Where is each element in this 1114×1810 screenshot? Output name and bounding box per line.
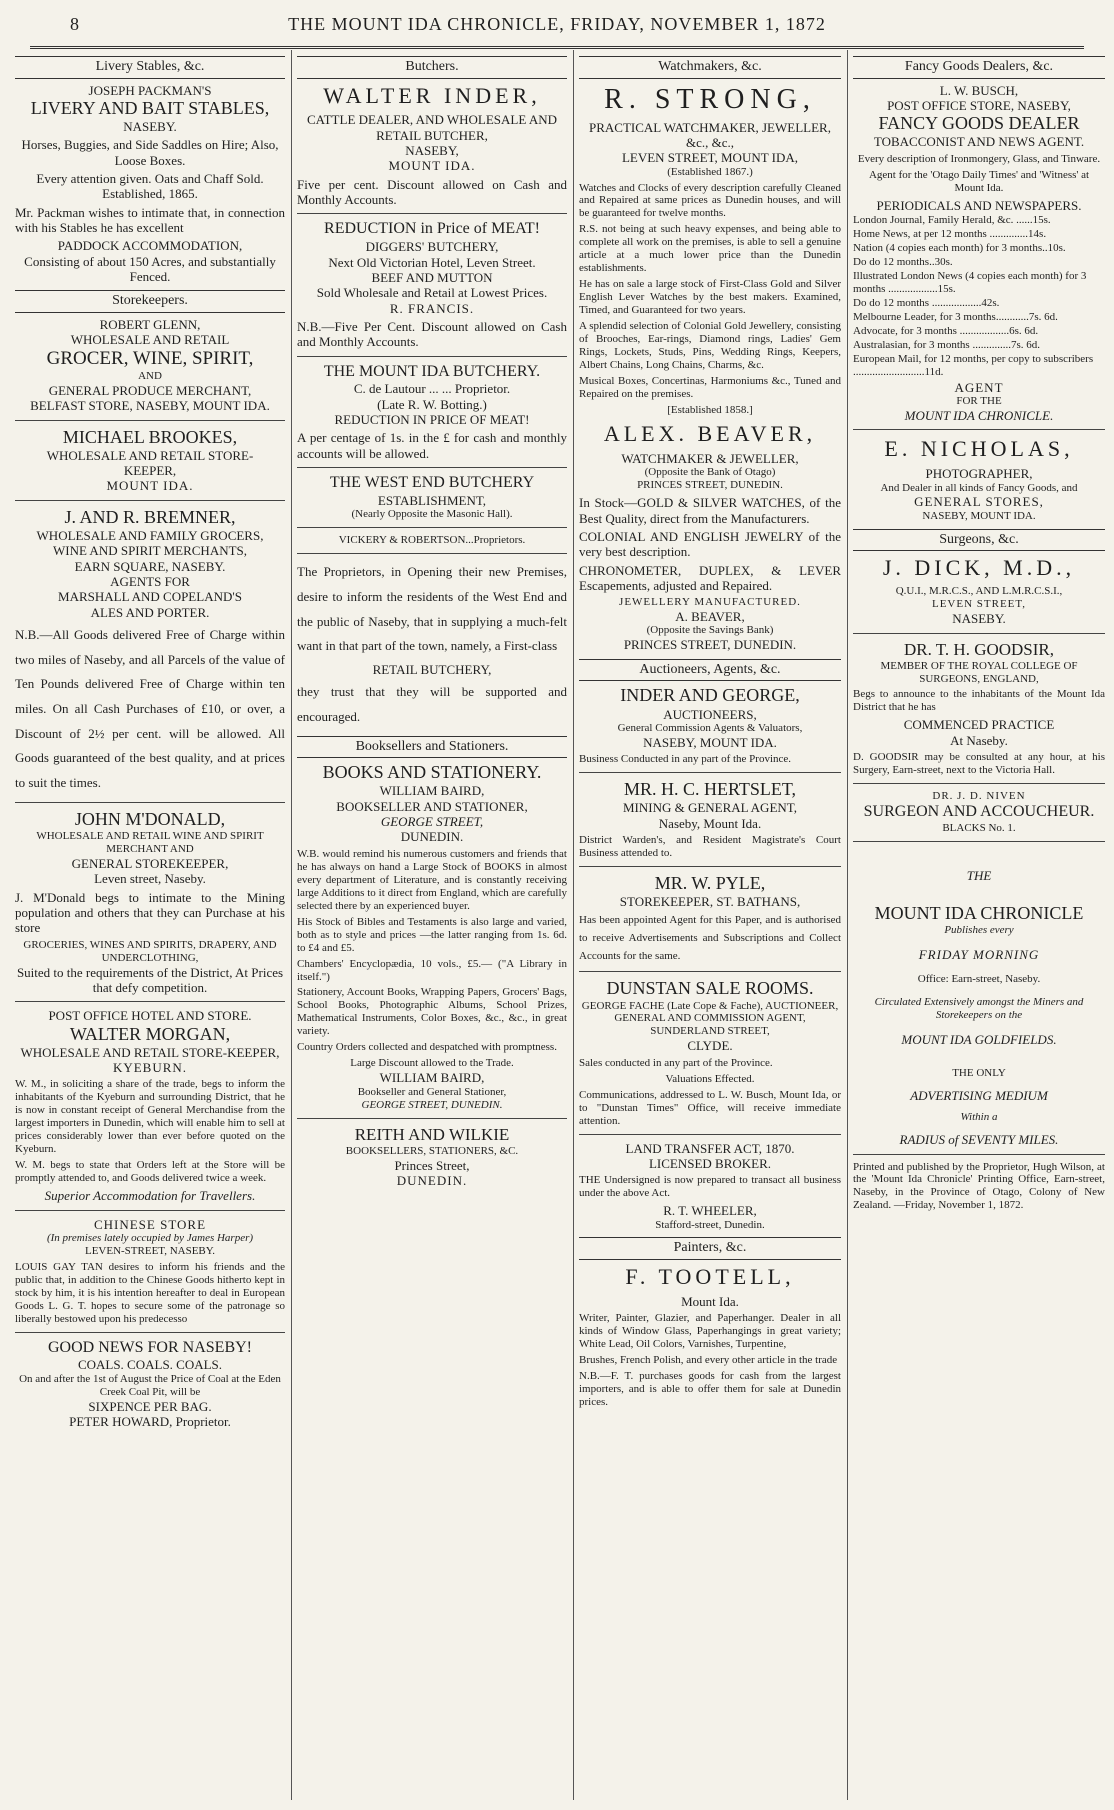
ad-busch-fancy: FANCY GOODS DEALER <box>878 113 1080 134</box>
ad-text: COALS. COALS. COALS. <box>77 1357 223 1373</box>
ad-text: MOUNT IDA CHRONICLE. <box>904 407 1054 423</box>
ad-glenn-name: ROBERT GLENN, <box>99 316 201 332</box>
promo-text: RADIUS of SEVENTY MILES. <box>899 1132 1059 1148</box>
ad-text: AGENT <box>954 379 1004 395</box>
ad-text: Consisting of about 150 Acres, and substantially Fenced. <box>24 253 276 285</box>
ad-text: W. M. begs to state that Orders left at the Store will be promptly attended to, and Goods delivered twice a week. <box>15 1159 285 1185</box>
page-title: THE MOUNT IDA CHRONICLE, FRIDAY, NOVEMBER 1, 1872 <box>288 14 826 34</box>
ad-text: MARSHALL AND COPELAND'S <box>58 589 242 605</box>
ad-text: Suited to the requirements of the District, At Prices that defy competition. <box>16 964 284 995</box>
section-title: Butchers. <box>297 56 567 79</box>
ad-inder-george: INDER AND GEORGE, <box>620 685 800 706</box>
ad-text: Every description of Ironmongery, Glass, and Tinware. <box>857 152 1101 165</box>
section-title: Booksellers and Stationers. <box>297 736 567 759</box>
ad-text: PRINCES STREET, DUNEDIN. <box>623 637 797 653</box>
ad-books-title: BOOKS AND STATIONERY. <box>322 762 542 783</box>
divider <box>853 841 1105 842</box>
price-row: Melbourne Leader, for 3 months............7s. 6d. <box>853 310 1058 323</box>
ad-text: On and after the 1st of August the Price of Coal at the Eden Creek Coal Pit, will be <box>19 1372 281 1398</box>
ad-text: Agent for the 'Otago Daily Times' and 'Witness' at Mount Ida. <box>868 168 1090 194</box>
ad-text: REDUCTION IN PRICE OF MEAT! <box>334 412 530 428</box>
ad-text: CATTLE DEALER, AND WHOLESALE AND RETAIL BUTCHER, <box>307 112 557 143</box>
divider <box>853 783 1105 784</box>
ad-text: KYEBURN. <box>112 1060 188 1076</box>
ad-text: Large Discount allowed to the Trade. <box>350 1057 514 1070</box>
ad-text: LICENSED BROKER. <box>648 1155 772 1171</box>
section-title: Auctioneers, Agents, &c. <box>579 659 841 682</box>
ad-text: Mr. Packman wishes to intimate that, in connection with his Stables he has excellent <box>15 204 285 236</box>
price-row: Illustrated London News (4 copies each month) for 3 months ..................15s. <box>853 269 1087 295</box>
divider <box>579 971 841 972</box>
ad-text: WINE AND SPIRIT MERCHANTS, <box>52 543 248 559</box>
columns <box>15 50 1105 1800</box>
ad-text: WHOLESALE AND RETAIL WINE AND SPIRIT MERCHANT AND <box>36 830 264 855</box>
ad-text: PRINCES STREET, DUNEDIN. <box>637 479 783 492</box>
ad-text: MOUNT IDA. <box>106 478 194 494</box>
section-title: Painters, &c. <box>579 1237 841 1260</box>
ad-text: POST OFFICE HOTEL AND STORE. <box>48 1008 252 1024</box>
divider <box>853 633 1105 634</box>
divider <box>15 1332 285 1333</box>
ad-text: PRACTICAL WATCHMAKER, JEWELLER, &c., &c., <box>589 119 831 150</box>
ad-strong-name: R. STRONG, <box>604 83 816 115</box>
ad-text: POST OFFICE STORE, NASEBY, <box>887 97 1071 113</box>
price-row: London Journal, Family Herald, &c. ......15s. <box>853 213 1051 226</box>
ad-packman-business: LIVERY AND BAIT STABLES, <box>30 97 270 118</box>
ad-text: SIXPENCE PER BAG. <box>88 1398 212 1414</box>
ad-text: AND <box>138 369 162 382</box>
ad-text: Sales conducted in any part of the Province. <box>579 1056 773 1069</box>
ad-text: DUNEDIN. <box>396 1172 468 1188</box>
ad-hertslet: MR. H. C. HERTSLET, <box>623 779 797 800</box>
ad-text: R. T. WHEELER, <box>663 1203 757 1219</box>
ad-text: W.B. would remind his numerous customers and friends that he has always on hand a Large Stock of BOOKS in almost every department of Literature, and is constantly receiving large Additions to it direct from England, which are carefully selected there by an experienced buyer. <box>297 847 567 912</box>
ad-text: MEMBER OF THE ROYAL COLLEGE OF SURGEONS, ENGLAND, <box>880 659 1078 685</box>
ad-text: LOUIS GAY TAN desires to inform his friends and the public that, in addition to the Chinese Goods hitherto kept in stock by him, it is his intention hereafter to deal in European Goods L. G. T. hopes to secure some of the patronage so liberally bestowed upon his predecesso <box>15 1260 285 1325</box>
promo-text: MOUNT IDA GOLDFIELDS. <box>901 1031 1057 1047</box>
ad-text: COMMENCED PRACTICE <box>903 717 1055 733</box>
divider <box>15 500 285 501</box>
ad-text: Q.U.I., M.R.C.S., AND L.M.R.C.S.I., <box>895 585 1063 598</box>
ad-pyle: MR. W. PYLE, <box>654 872 766 893</box>
ad-text: BLACKS No. 1. <box>942 821 1016 834</box>
ad-text: N.B.—All Goods delivered Free of Charge within two miles of Naseby, and all Parcels of the value of Ten Pounds delivered Free of Charge within ten miles. On all Cash Purchases of £10, or over, a Discount of 2½ per cent. will be allowed. All Goods guaranteed of the best quality, and at prices to suit the times. <box>15 626 285 791</box>
ad-text: W. M., in soliciting a share of the trade, begs to inform the inhabitants of the Kyeburn and surrounding District, that he is now in constant receipt of General Merchandise from the largest importers in Dunedin, which will enable him to sell at prices considerably lower than ever before quoted on the Kyeburn. <box>15 1078 285 1156</box>
ad-text: Business Conducted in any part of the Province. <box>579 753 792 766</box>
ad-text: JEWELLERY MANUFACTURED. <box>619 596 801 609</box>
ad-text: LAND TRANSFER ACT, 1870. <box>625 1140 795 1156</box>
ad-text: Musical Boxes, Concertinas, Harmoniums &c., Tuned and Repaired on the premises. <box>579 375 841 401</box>
ad-text: WHOLESALE AND RETAIL STORE- <box>46 447 254 463</box>
column-4 <box>853 50 1105 1800</box>
price-row: Do do 12 months..30s. <box>853 255 953 268</box>
ad-text: A. BEAVER, <box>675 609 745 625</box>
divider <box>579 866 841 867</box>
column-3 <box>579 50 841 1800</box>
ad-text: RETAIL BUTCHERY, <box>372 662 492 678</box>
ad-text: Valuations Effected. <box>665 1072 755 1085</box>
ad-packman-place: NASEBY. <box>123 119 177 135</box>
price-row: Do do 12 months ..................42s. <box>853 296 1000 309</box>
ad-text: Superior Accommodation for Travellers. <box>44 1188 256 1204</box>
section-title: Surgeons, &c. <box>853 529 1105 552</box>
ad-text: General Commission Agents & Valuators, <box>617 721 803 734</box>
promo-text: THE ONLY <box>952 1066 1006 1079</box>
ad-nicholas: E. NICHOLAS, <box>884 436 1074 462</box>
promo-text: Within a <box>960 1111 998 1124</box>
divider <box>853 429 1105 430</box>
ad-text: Writer, Painter, Glazier, and Paperhanger. Dealer in all kinds of Window Glass, Paperhangings in great variety; White Lead, Oil Colors, Varnishes, Turpentine, <box>579 1312 841 1351</box>
promo-paper: MOUNT IDA CHRONICLE <box>874 903 1084 924</box>
ad-text: TOBACCONIST AND NEWS AGENT. <box>873 134 1085 150</box>
ad-text: Princes Street, <box>394 1157 470 1173</box>
section-title: Fancy Goods Dealers, &c. <box>853 56 1105 79</box>
ad-text: [Established 1858.] <box>667 404 753 416</box>
ad-goodsir: DR. T. H. GOODSIR, <box>903 639 1055 659</box>
ad-text: (In premises lately occupied by James Harper) <box>46 1231 254 1244</box>
ad-text: NASEBY. <box>952 611 1006 627</box>
promo-text: FRIDAY MORNING <box>918 947 1040 963</box>
ad-packman-name: JOSEPH PACKMAN'S <box>88 82 212 98</box>
ad-text: SUNDERLAND STREET, <box>650 1025 770 1038</box>
ad-text: KEEPER, <box>123 463 177 479</box>
ad-text: LEVEN STREET, MOUNT IDA, <box>621 150 799 166</box>
ad-text: Chambers' Encyclopædia, 10 vols., £5.— ("A Library in itself.") <box>297 957 567 983</box>
ad-text: Naseby, Mount Ida. <box>658 815 762 831</box>
ad-text: Horses, Buggies, and Side Saddles on Hire; Also, Loose Boxes. <box>21 137 279 168</box>
divider <box>297 527 567 528</box>
section-title: Livery Stables, &c. <box>15 56 285 79</box>
ad-text: GENERAL AND COMMISSION AGENT, <box>614 1012 806 1025</box>
divider <box>15 802 285 803</box>
divider <box>15 420 285 421</box>
ad-text: they trust that they will be supported and encouraged. <box>297 684 567 725</box>
ad-text: WHOLESALE AND FAMILY GROCERS, <box>36 528 264 544</box>
promo-text: ADVERTISING MEDIUM <box>910 1087 1048 1103</box>
imprint: Printed and published by the Proprietor, Hugh Wilson, at the 'Mount Ida Chronicle' Printing Office, Earn-street, Naseby, in the Province of Otago, Colony of New Zealand. —Friday, November 1, 1872. <box>853 1160 1105 1212</box>
ad-text: GROCERIES, WINES AND SPIRITS, DRAPERY, AND UNDERCLOTHING, <box>23 938 277 964</box>
price-row: Advocate, for 3 months ..................6s. 6d. <box>853 324 1039 337</box>
ad-text: BOOKSELLER AND STATIONER, <box>336 798 528 814</box>
price-row: Australasian, for 3 months ..............7s. 6d. <box>853 338 1040 351</box>
ad-text: DUNEDIN. <box>400 829 464 845</box>
promo-the: THE <box>966 867 992 883</box>
ad-text: Sold Wholesale and Retail at Lowest Prices. <box>316 285 548 301</box>
ad-text: MINING & GENERAL AGENT, <box>622 800 798 816</box>
ad-glenn-big: GROCER, WINE, SPIRIT, <box>46 347 254 369</box>
ad-text: GENERAL PRODUCE MERCHANT, <box>48 382 252 398</box>
ad-text: FOR THE <box>956 394 1002 407</box>
ad-text: At Naseby. <box>950 732 1008 748</box>
ad-text: R.S. not being at such heavy expenses, and being able to complete all work on the premises, is able to sell a genuine article at a much lower price than the Dunedin establishments. <box>579 223 841 275</box>
ad-text: CHINESE STORE <box>93 1216 207 1232</box>
ad-text: NASEBY, <box>405 143 459 159</box>
divider <box>579 1134 841 1135</box>
ad-text: DIGGERS' BUTCHERY, <box>365 239 499 255</box>
ad-text: The Proprietors, in Opening their new Premises, desire to inform the residents of the West End and the public of Naseby, that in supplying a much-felt want in that part of the town, namely, a First-class <box>297 564 567 654</box>
ad-text: J. M'Donald begs to intimate to the Mining population and others that they can Purchase at his store <box>15 889 285 936</box>
divider <box>853 1154 1105 1155</box>
divider <box>297 213 567 214</box>
price-row: Home News, at per 12 months ..............14s. <box>853 227 1047 240</box>
ad-text: Bookseller and General Stationer, <box>357 1085 507 1098</box>
divider <box>297 553 567 554</box>
ad-bremner-name: J. AND R. BREMNER, <box>64 506 236 527</box>
divider <box>297 356 567 357</box>
promo-text: Office: Earn-street, Naseby. <box>917 972 1041 985</box>
ad-brookes-name: MICHAEL BROOKES, <box>62 426 238 447</box>
ad-text: Next Old Victorian Hotel, Leven Street. <box>328 254 536 270</box>
promo-text: Circulated Extensively amongst the Miners and Storekeepers on the <box>874 995 1084 1021</box>
ad-text: WATCHMAKER & JEWELLER, <box>621 450 799 466</box>
masthead <box>30 10 1084 49</box>
ad-text: L. W. BUSCH, <box>939 82 1019 98</box>
ad-text: Stafford-street, Dunedin. <box>655 1218 765 1231</box>
ad-text: DR. J. D. NIVEN <box>932 790 1026 803</box>
ad-text: EARN SQUARE, NASEBY. <box>74 558 226 574</box>
ad-text: CLYDE. <box>687 1038 733 1054</box>
column-1 <box>15 50 285 1800</box>
ad-text: WHOLESALE AND RETAIL <box>70 332 230 348</box>
ad-text: (Late R. W. Botting.) <box>377 396 487 412</box>
ad-inder-name: WALTER INDER, <box>323 82 541 108</box>
ad-text: Brushes, French Polish, and every other article in the trade <box>579 1354 838 1367</box>
ad-text: AUCTIONEERS, <box>663 706 757 722</box>
ad-text: GENERAL STOREKEEPER, <box>71 855 229 871</box>
ad-text: C. de Lautour ... ... Proprietor. <box>353 381 511 397</box>
column-divider <box>291 50 292 1800</box>
ad-text: BELFAST STORE, NASEBY, MOUNT IDA. <box>30 398 270 414</box>
divider <box>15 1210 285 1211</box>
ad-text: THE Undersigned is now prepared to transact all business under the above Act. <box>579 1174 841 1200</box>
ad-text: A per centage of 1s. in the £ for cash and monthly accounts will be allowed. <box>297 430 567 461</box>
ad-westend-title: THE WEST END BUTCHERY <box>329 474 535 492</box>
column-2 <box>297 50 567 1800</box>
ad-niven-type: SURGEON AND ACCOUCHEUR. <box>863 802 1095 820</box>
page-number: 8 <box>70 14 79 34</box>
ad-text: (Opposite the Bank of Otago) <box>644 466 776 479</box>
ad-text: BOOKSELLERS, STATIONERS, &C. <box>345 1144 519 1157</box>
ad-text: Stationery, Account Books, Wrapping Papers, Grocers' Bags, School Books, Photographic Albums, School Prizes, Mathematical Instruments, Color Boxes, &c., &c., in great variety. <box>297 986 567 1038</box>
ad-text: GEORGE STREET, <box>380 814 484 830</box>
ad-reduction-title: REDUCTION in Price of MEAT! <box>324 220 540 238</box>
ad-text: MOUNT IDA. <box>388 158 476 174</box>
ad-text: LEVEN-STREET, NASEBY. <box>84 1244 216 1257</box>
price-row: Nation (4 copies each month) for 3 months..10s. <box>853 241 1066 254</box>
ad-mcdonald-name: JOHN M'DONALD, <box>74 808 226 829</box>
divider <box>297 467 567 468</box>
promo-text: Publishes every <box>944 924 1014 937</box>
ad-text: (Nearly Opposite the Masonic Hall). <box>351 508 513 521</box>
ad-text: WILLIAM BAIRD, <box>379 783 485 799</box>
ad-text: His Stock of Bibles and Testaments is also large and varied, both as to style and prices —the latter ranging from 1s. 6d. to £4 and £5. <box>297 915 567 954</box>
ad-text: Begs to announce to the inhabitants of the Mount Ida District that he has <box>853 688 1105 714</box>
ad-text: WHOLESALE AND RETAIL STORE-KEEPER, <box>20 1044 280 1060</box>
ad-text: PETER HOWARD, Proprietor. <box>69 1414 231 1430</box>
ad-text: Five per cent. Discount allowed on Cash and Monthly Accounts. <box>297 176 567 208</box>
ad-text: PHOTOGRAPHER, <box>925 466 1033 482</box>
price-list <box>853 214 1105 379</box>
ad-tootell: F. TOOTELL, <box>625 1263 795 1289</box>
ad-text: (Established 1867.) <box>667 165 753 178</box>
ad-morgan-name: WALTER MORGAN, <box>69 1023 231 1044</box>
ad-text: Mount Ida. <box>681 1293 739 1309</box>
ad-text: (Opposite the Savings Bank) <box>646 624 774 637</box>
ad-text: N.B.—F. T. purchases goods for cash from the largest importers, and is able to offer them for sale at Dunedin prices. <box>579 1370 841 1409</box>
ad-text: He has on sale a large stock of First-Class Gold and Silver English Lever Watches by the best makers. Examined, Timed, and Guaranteed for two years. <box>579 278 841 317</box>
ad-text: Watches and Clocks of every description carefully Cleaned and Repaired at same prices as Dunedin houses, and will be guaranteed for twelve months. <box>579 181 841 220</box>
ad-text: ESTABLISHMENT, <box>377 493 487 508</box>
ad-text: N.B.—Five Per Cent. Discount allowed on Cash and Monthly Accounts. <box>297 318 567 350</box>
ad-text: A splendid selection of Colonial Gold Jewellery, consisting of Brooches, Ear-rings, Diamond rings, Ladies' Gem Rings, Lockets, Studs, Pins, Wedding Rings, Keepers, Albert Chains, Long Chains, Charms, &c. <box>579 320 841 372</box>
ad-text: NASEBY, MOUNT IDA. <box>643 734 777 750</box>
ad-text: In Stock—GOLD & SILVER WATCHES, of the Best Quality, direct from the Manufacturers. <box>579 495 841 526</box>
column-divider <box>847 50 848 1800</box>
ad-text: Country Orders collected and despatched with promptness. <box>297 1041 557 1054</box>
ad-dick: J. DICK, M.D., <box>882 555 1076 581</box>
ad-text: WILLIAM BAIRD, <box>379 1070 485 1086</box>
ad-dunstan: DUNSTAN SALE ROOMS. <box>606 978 814 999</box>
ad-text: NASEBY, MOUNT IDA. <box>922 509 1036 522</box>
ad-text: CHRONOMETER, DUPLEX, & LEVER Escapements, adjusted and Repaired. <box>579 562 841 593</box>
ad-reith-title: REITH AND WILKIE <box>354 1124 510 1144</box>
ad-text: STOREKEEPER, ST. BATHANS, <box>619 894 801 910</box>
ad-beaver-name: ALEX. BEAVER, <box>603 420 817 446</box>
ad-text: LEVEN STREET, <box>931 598 1027 611</box>
ad-text: District Warden's, and Resident Magistrate's Court Business attended to. <box>579 833 841 859</box>
section-title: Storekeepers. <box>15 290 285 313</box>
ad-text: VICKERY & ROBERTSON...Proprietors. <box>338 534 526 547</box>
ad-text: Leven street, Naseby. <box>94 871 206 887</box>
price-row: European Mail, for 12 months, per copy to subscribers ..........................11d. <box>853 352 1094 378</box>
ad-mtida-title: THE MOUNT IDA BUTCHERY. <box>323 362 541 380</box>
ad-text: ALES AND PORTER. <box>90 604 210 620</box>
divider <box>297 1118 567 1119</box>
ad-text: D. GOODSIR may be consulted at any hour, at his Surgery, Earn-street, next to the Victoria Hall. <box>853 751 1105 777</box>
ad-text: BEEF AND MUTTON <box>371 269 493 285</box>
ad-text: Communications, addressed to L. W. Busch, Mount Ida, or to "Dunstan Times" Office, will receive immediate attention. <box>579 1088 841 1127</box>
ad-coal-title: GOOD NEWS FOR NASEBY! <box>47 1338 252 1356</box>
ad-text: COLONIAL AND ENGLISH JEWELRY of the very best description. <box>579 528 841 560</box>
ad-text: And Dealer in all kinds of Fancy Goods, and <box>880 481 1078 494</box>
ad-text: PADDOCK ACCOMMODATION, <box>57 238 243 254</box>
ad-text: AGENTS FOR <box>110 574 190 589</box>
divider <box>579 772 841 773</box>
divider <box>15 1001 285 1002</box>
column-divider <box>573 50 574 1800</box>
section-title: Watchmakers, &c. <box>579 56 841 79</box>
ad-text: GEORGE FACHE (Late Cope & Fache), AUCTIONEER, <box>581 999 839 1012</box>
ad-text: Has been appointed Agent for this Paper, and is authorised to receive Advertisements and Subscriptions and Collect Accounts for the same. <box>579 914 841 962</box>
ad-text: R. FRANCIS. <box>389 300 475 316</box>
ad-text: PERIODICALS AND NEWSPAPERS. <box>876 197 1082 213</box>
ad-text: GENERAL STORES, <box>914 494 1044 510</box>
ad-text: GEORGE STREET, DUNEDIN. <box>361 1098 503 1111</box>
ad-text: Every attention given. Oats and Chaff Sold. Established, 1865. <box>36 171 264 202</box>
